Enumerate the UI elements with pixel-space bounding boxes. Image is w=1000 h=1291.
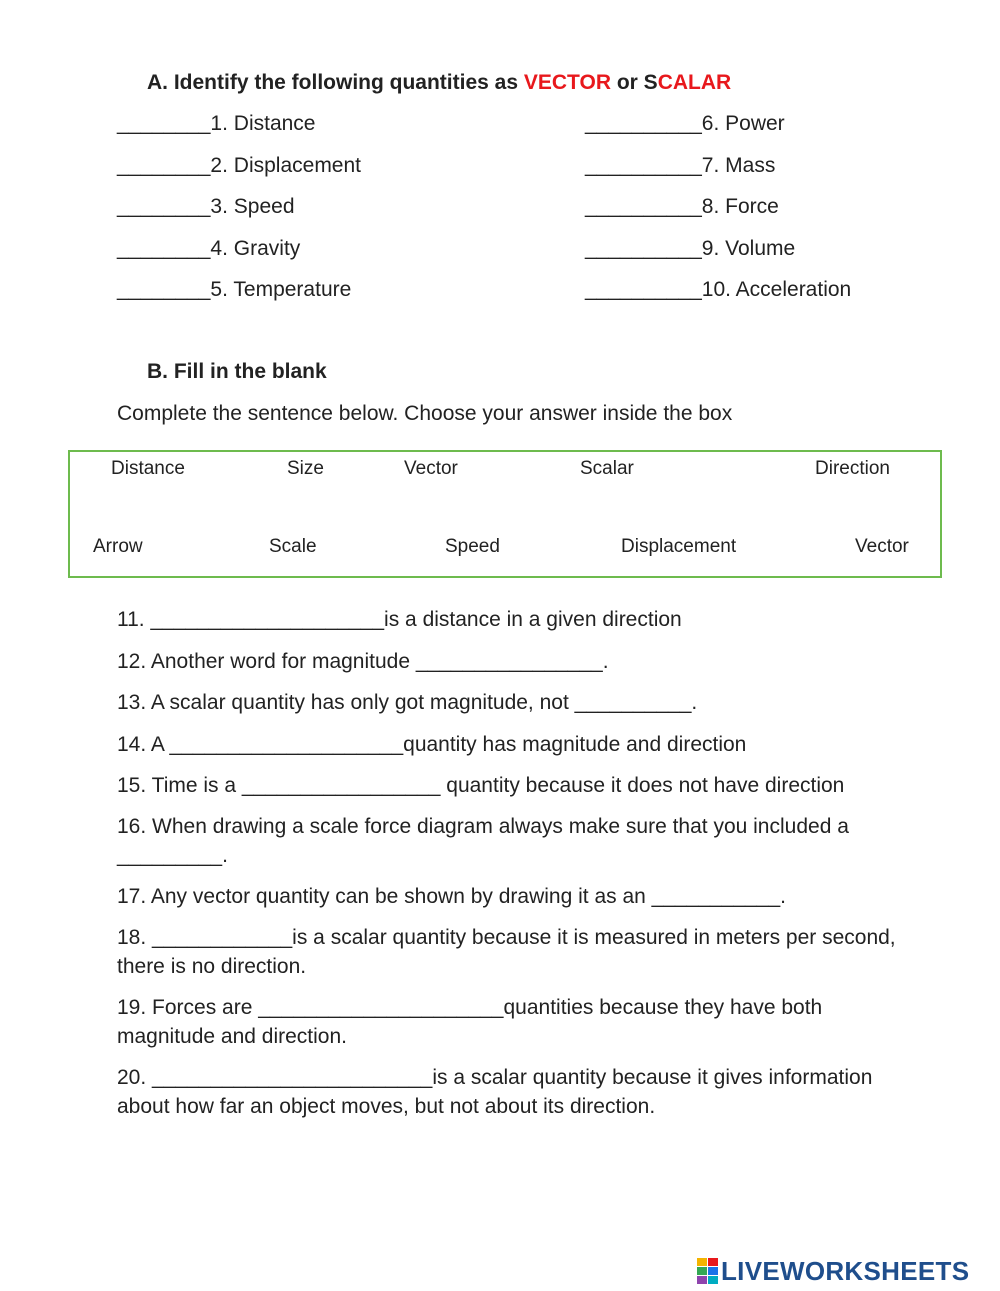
section-a-heading [147,70,731,95]
item-3: ________3. Speed [117,195,295,218]
heading-or: or S [611,71,658,94]
question-13: 13. A scalar quantity has only got magnitude, not __________. [117,691,698,714]
word-bank-item: Distance [111,458,185,479]
word-bank-item: Size [287,458,324,479]
question-20: 20. ________________________is a scalar quantity because it gives information [117,1066,873,1089]
heading-scalar: CALAR [657,71,732,94]
logo-text: LIVEWORKSHEETS [721,1256,970,1286]
question-17: 17. Any vector quantity can be shown by drawing it as an ___________. [117,885,786,908]
question-11: 11. ____________________is a distance in a given direction [117,608,682,631]
item-6: __________6. Power [585,112,785,135]
question-18-cont: there is no direction. [117,955,307,978]
heading-prefix: A. Identify the following quantities as [147,71,524,94]
word-bank-item: Scalar [580,458,634,479]
question-12: 12. Another word for magnitude ________________. [117,650,609,673]
question-18: 18. ____________is a scalar quantity because it is measured in meters per second, [117,926,896,949]
item-8: __________8. Force [585,195,779,218]
question-20-cont: about how far an object moves, but not about its direction. [117,1095,656,1118]
word-bank-item: Speed [445,536,500,557]
item-1: ________1. Distance [117,112,316,135]
question-19-cont: magnitude and direction. [117,1025,347,1048]
word-bank-item: Vector [404,458,458,479]
question-19: 19. Forces are _____________________quantities because they have both [117,996,823,1019]
item-4: ________4. Gravity [117,237,301,260]
item-9: __________9. Volume [585,237,796,260]
question-16: 16. When drawing a scale force diagram always make sure that you included a [117,815,849,838]
word-bank-item: Arrow [93,536,143,557]
word-bank-item: Direction [815,458,890,479]
question-16-cont: _________. [117,844,228,867]
item-5: ________5. Temperature [117,278,352,301]
instruction: Complete the sentence below. Choose your answer inside the box [117,402,733,425]
word-bank-box [68,450,942,578]
word-bank-item: Vector [855,536,909,557]
section-b-heading: B. Fill in the blank [147,360,327,383]
word-bank-item: Displacement [621,536,737,557]
item-10: __________10. Acceleration [585,278,852,301]
question-14: 14. A ____________________quantity has magnitude and direction [117,733,747,756]
item-2: ________2. Displacement [117,154,362,177]
question-15: 15. Time is a _________________ quantity because it does not have direction [117,774,845,797]
word-bank-item: Scale [269,536,317,557]
heading-vector: VECTOR [523,71,611,94]
item-7: __________7. Mass [585,154,776,177]
logo-blocks-icon [697,1258,719,1284]
